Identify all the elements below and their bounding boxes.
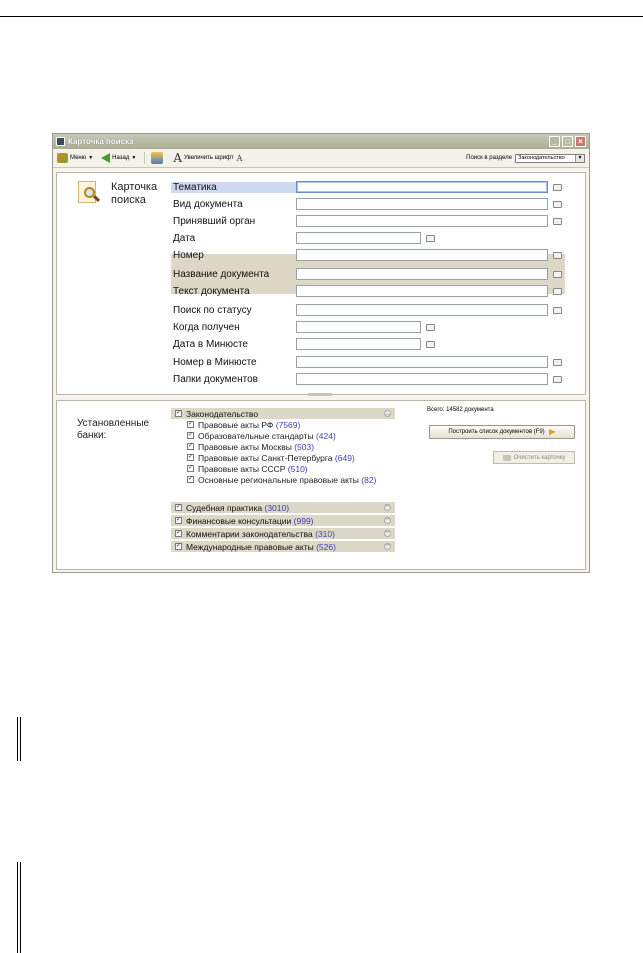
bank-count: (526)	[316, 541, 336, 552]
back-arrow-icon	[101, 153, 110, 163]
bank-group-name: Финансовые консультации	[186, 515, 292, 526]
bank-group-name: Международные правовые акты	[186, 541, 314, 552]
bank-count: (7569)	[275, 419, 301, 430]
doc-type-input[interactable]	[296, 198, 548, 210]
checkbox[interactable]: ✓	[188, 454, 194, 460]
authority-input[interactable]	[296, 215, 548, 227]
list-item	[171, 441, 395, 452]
field-label[interactable]: Дата в Минюсте	[173, 338, 248, 350]
banks-panel	[56, 400, 586, 570]
search-card-panel	[56, 172, 586, 395]
field-label[interactable]: Номер в Минюсте	[173, 356, 257, 368]
expand-icon[interactable]: ︾	[385, 505, 391, 511]
topic-input[interactable]	[296, 181, 548, 193]
bank-group-header[interactable]	[171, 502, 395, 513]
field-label[interactable]: Текст документа	[173, 285, 250, 297]
checkbox[interactable]: ✓	[188, 465, 194, 471]
clear-card-label: Очистить карточку	[513, 454, 566, 461]
expand-icon[interactable]: ︾	[385, 518, 391, 524]
menu-label: Меню	[70, 155, 87, 161]
bank-count: (503)	[294, 441, 315, 452]
bank-group-finance	[171, 515, 395, 526]
margin-bar	[17, 717, 18, 761]
bank-count: (649)	[334, 452, 355, 463]
checkbox[interactable]: ✓	[176, 543, 182, 549]
minjust-number-input[interactable]	[296, 356, 548, 368]
number-input[interactable]	[296, 249, 548, 261]
bank-group-name: Судебная практика	[186, 502, 263, 513]
doc-text-input[interactable]	[296, 285, 548, 297]
bank-count: (510)	[287, 463, 308, 474]
bank-group-comments	[171, 528, 395, 539]
field-label[interactable]: Номер	[173, 249, 204, 261]
minimize-button[interactable]: _	[549, 136, 560, 147]
folder-icon[interactable]	[553, 359, 562, 366]
folder-icon[interactable]	[553, 271, 562, 278]
bank-name: Правовые акты Санкт-Петербурга	[198, 452, 333, 463]
field-row-doc-type	[171, 196, 562, 212]
chevron-down-icon: ▼	[88, 155, 94, 161]
field-label[interactable]: Папки документов	[173, 373, 258, 385]
title-bar	[53, 134, 589, 149]
clear-card-button[interactable]	[493, 451, 575, 464]
margin-bar	[17, 862, 18, 953]
minjust-date-input[interactable]	[296, 338, 421, 350]
bank-count: (3010)	[264, 502, 290, 513]
menu-icon	[57, 153, 68, 163]
magnifier-document-icon	[78, 181, 100, 205]
page-top-rule	[0, 16, 643, 17]
checkbox[interactable]: ✓	[188, 421, 194, 427]
banks-title	[77, 418, 149, 442]
received-date-input[interactable]	[296, 321, 421, 333]
menu-button[interactable]	[57, 153, 93, 163]
field-row-status	[171, 302, 562, 318]
checkbox[interactable]: ✓	[176, 410, 182, 416]
splitter-handle[interactable]	[308, 393, 332, 396]
folder-icon[interactable]	[553, 376, 562, 383]
bank-group-legislation	[171, 408, 395, 485]
bank-count: (424)	[315, 430, 336, 441]
arrow-right-icon	[549, 429, 556, 435]
build-list-button[interactable]	[429, 425, 575, 439]
search-card-window	[52, 133, 590, 573]
date-input[interactable]	[296, 232, 421, 244]
list-item	[171, 419, 395, 430]
field-row-number	[171, 247, 562, 263]
collapse-icon[interactable]: ︽	[385, 411, 391, 417]
bank-group-header[interactable]	[171, 515, 395, 526]
bank-group-header[interactable]	[171, 528, 395, 539]
field-row-doc-name	[171, 266, 562, 282]
section-value: Законодательство	[518, 155, 565, 161]
margin-bar	[20, 717, 21, 761]
folder-icon[interactable]	[553, 184, 562, 191]
field-row-minjust-date	[171, 336, 435, 352]
bank-name: Правовые акты РФ	[198, 419, 274, 430]
bank-count: (310)	[315, 528, 335, 539]
bank-group-court	[171, 502, 395, 513]
field-label[interactable]: Вид документа	[173, 198, 243, 210]
field-label[interactable]: Тематика	[171, 182, 296, 193]
info-icon	[151, 152, 163, 164]
section-select[interactable]	[515, 154, 585, 163]
list-item	[171, 452, 395, 463]
bank-group-name: Законодательство	[186, 408, 259, 419]
field-row-minjust-number	[171, 354, 562, 370]
card-title	[111, 181, 157, 207]
field-label[interactable]: Название документа	[173, 268, 270, 280]
window-title: Карточка поиска	[68, 137, 134, 146]
font-label: Увеличить шрифт	[184, 155, 234, 161]
banks-title-line: Установленные	[77, 418, 150, 429]
field-row-authority	[171, 213, 562, 229]
bank-group-international	[171, 541, 395, 552]
field-row-doc-text	[171, 283, 562, 299]
section-search	[466, 154, 585, 163]
toolbar-separator	[144, 152, 145, 164]
checkbox[interactable]: ✓	[176, 504, 182, 510]
doc-name-input[interactable]	[296, 268, 548, 280]
field-row-date	[171, 230, 435, 246]
app-icon	[56, 137, 65, 146]
font-decrease-icon[interactable]: A	[236, 153, 243, 163]
checkbox[interactable]: ✓	[176, 530, 182, 536]
checkbox[interactable]: ✓	[188, 432, 194, 438]
search-in-label: Поиск в разделе	[466, 155, 512, 161]
field-label[interactable]: Когда получен	[173, 321, 240, 333]
expand-icon[interactable]: ︾	[385, 531, 391, 537]
back-button[interactable]	[101, 153, 136, 163]
calendar-icon[interactable]	[426, 235, 435, 242]
field-row-received	[171, 319, 435, 335]
checkbox[interactable]: ✓	[176, 517, 182, 523]
card-title-line: поиска	[111, 194, 146, 206]
field-row-folders	[171, 371, 562, 387]
field-label[interactable]: Поиск по статусу	[173, 304, 252, 316]
banks-title-line: банки:	[77, 430, 107, 441]
chevron-down-icon: ▼	[131, 155, 137, 161]
bank-name: Основные региональные правовые акты	[198, 474, 359, 485]
margin-bar	[20, 862, 21, 953]
checkbox[interactable]: ✓	[188, 443, 194, 449]
maximize-button[interactable]: □	[562, 136, 573, 147]
bank-name: Образовательные стандарты	[198, 430, 314, 441]
field-label[interactable]: Принявший орган	[173, 215, 256, 227]
eraser-icon	[503, 455, 511, 461]
field-row-topic	[171, 179, 562, 195]
bank-count: (999)	[293, 515, 314, 526]
card-header	[78, 181, 157, 207]
total-documents: Всего: 14582 документа	[427, 407, 494, 413]
list-item	[171, 474, 395, 485]
checkbox[interactable]: ✓	[188, 476, 194, 482]
folder-icon[interactable]	[553, 218, 562, 225]
bank-group-name: Комментарии законодательства	[186, 528, 313, 539]
list-item	[171, 463, 395, 474]
bank-name: Правовые акты СССР	[198, 463, 286, 474]
bank-group-header[interactable]	[171, 541, 395, 552]
card-title-line: Карточка	[111, 181, 158, 193]
folder-icon[interactable]	[553, 201, 562, 208]
back-label: Назад	[112, 155, 130, 161]
increase-font-button[interactable]	[173, 151, 244, 165]
bank-count: (82)	[361, 474, 377, 485]
list-item	[171, 430, 395, 441]
calendar-icon[interactable]	[426, 324, 435, 331]
status-input[interactable]	[296, 304, 548, 316]
chevron-down-icon: ▼	[575, 155, 584, 162]
bank-name: Правовые акты Москвы	[198, 441, 292, 452]
field-label[interactable]: Дата	[173, 232, 196, 244]
close-button[interactable]: ×	[575, 136, 586, 147]
folder-icon[interactable]	[553, 288, 562, 295]
toolbar	[53, 149, 589, 168]
build-list-label: Построить список документов (F9)	[448, 429, 545, 435]
expand-icon[interactable]: ︾	[385, 544, 391, 550]
folders-input[interactable]	[296, 373, 548, 385]
calendar-icon[interactable]	[426, 341, 435, 348]
folder-icon[interactable]	[553, 307, 562, 314]
info-button[interactable]	[151, 152, 165, 164]
bank-group-header[interactable]	[171, 408, 395, 419]
folder-icon[interactable]	[553, 252, 562, 259]
font-increase-icon: A	[173, 151, 182, 165]
